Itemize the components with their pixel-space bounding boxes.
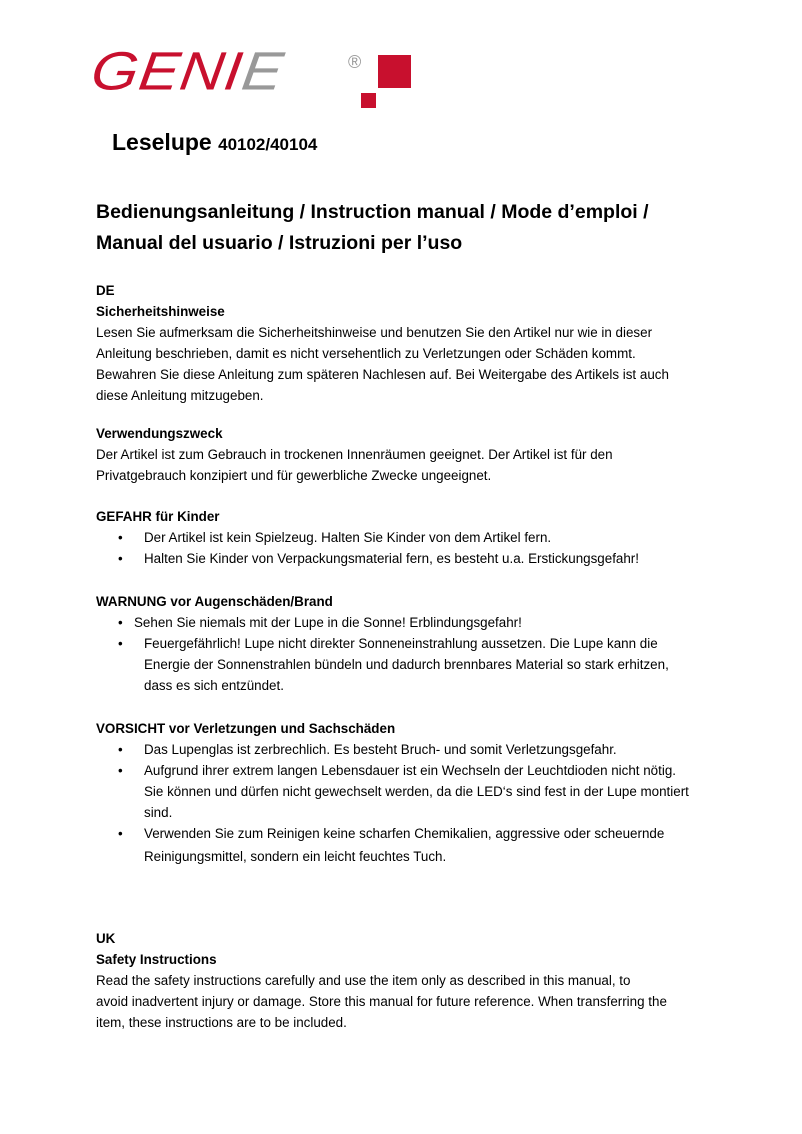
section-heading: WARNUNG vor Augenschäden/Brand	[96, 594, 333, 609]
list-item	[96, 527, 736, 548]
text-line: item, these instructions are to be included.	[96, 1015, 347, 1030]
section-heading: Verwendungszweck	[96, 426, 223, 441]
product-title	[112, 128, 317, 159]
text-line: Sehen Sie niemals mit der Lupe in die Sonne! Erblindungsgefahr!	[134, 615, 522, 630]
list-item	[96, 739, 736, 760]
de-purpose-section	[96, 423, 736, 486]
text-line: Verwenden Sie zum Reinigen keine scharfen Chemikalien, aggressive oder scheuernde	[144, 826, 665, 841]
text-line: Der Artikel ist zum Gebrauch in trockenen Innenräumen geeignet. Der Artikel ist für den	[96, 447, 613, 462]
bullet-icon: •	[118, 636, 123, 651]
text-line: Aufgrund ihrer extrem langen Lebensdauer ist ein Wechseln der Leuchtdioden nicht nötig.	[144, 763, 676, 778]
text-line: Feuergefährlich! Lupe nicht direkter Sonneneinstrahlung aussetzen. Die Lupe kann die	[144, 636, 658, 651]
bullet-icon: •	[118, 530, 123, 545]
section-heading: VORSICHT vor Verletzungen und Sachschäden	[96, 721, 396, 736]
section-heading: Safety Instructions	[96, 952, 217, 967]
language-heading: DE	[96, 283, 115, 298]
text-line: Sie können und dürfen nicht gewechselt werden, da die LED‘s sind fest in der Lupe montiert	[144, 784, 689, 799]
genie-logo	[87, 41, 416, 116]
de-warning-section	[96, 591, 736, 696]
list-item	[96, 760, 736, 823]
text-line: sind.	[144, 805, 173, 820]
language-heading: UK	[96, 931, 116, 946]
text-line: Halten Sie Kinder von Verpackungsmaterial fern, es besteht u.a. Erstickungsgefahr!	[144, 551, 639, 566]
bullet-icon: •	[118, 615, 123, 630]
logo-square-large	[378, 55, 411, 88]
section-heading: Sicherheitshinweise	[96, 304, 225, 319]
list-item	[96, 633, 736, 696]
section-heading: GEFAHR für Kinder	[96, 509, 220, 524]
text-line: Der Artikel ist kein Spielzeug. Halten Sie Kinder von dem Artikel fern.	[144, 530, 552, 545]
text-line: Lesen Sie aufmerksam die Sicherheitshinweise und benutzen Sie den Artikel nur wie in dieser	[96, 325, 653, 340]
text-line: Reinigungsmittel, sondern ein leicht feuchtes Tuch.	[144, 849, 447, 864]
document-title	[96, 197, 649, 259]
title-line: Bedienungsanleitung / Instruction manual / Mode d’emploi /	[96, 201, 649, 223]
de-safety-section	[96, 280, 736, 406]
text-line: diese Anleitung mitzugeben.	[96, 388, 264, 403]
text-line: Bewahren Sie diese Anleitung zum späteren Nachlesen auf. Bei Weitergabe des Artikels ist auch	[96, 367, 669, 382]
list-item	[96, 548, 736, 569]
uk-safety-section	[96, 928, 736, 1033]
list-item	[96, 612, 736, 633]
text-line: dass es sich entzündet.	[144, 678, 284, 693]
list-item	[96, 823, 736, 867]
logo-square-small	[361, 93, 376, 108]
product-code: 40102/40104	[218, 135, 318, 154]
bullet-icon: •	[118, 551, 123, 566]
text-line: Das Lupenglas ist zerbrechlich. Es besteht Bruch- und somit Verletzungsgefahr.	[144, 742, 617, 757]
bullet-icon: •	[118, 763, 123, 778]
logo-wordmark: GENIE	[87, 41, 288, 102]
text-line: avoid inadvertent injury or damage. Store this manual for future reference. When transferring the	[96, 994, 667, 1009]
de-danger-section	[96, 506, 736, 569]
text-line: Read the safety instructions carefully and use the item only as described in this manual, to	[96, 973, 631, 988]
bullet-icon: •	[118, 826, 123, 841]
registered-mark: ®	[348, 52, 362, 72]
text-line: Privatgebrauch konzipiert und für gewerbliche Zwecke ungeeignet.	[96, 468, 492, 483]
title-line: Manual del usuario / Istruzioni per l’uso	[96, 232, 463, 254]
de-caution-section	[96, 718, 736, 867]
text-line: Anleitung beschrieben, damit es nicht versehentlich zu Verletzungen oder Schäden kommt.	[96, 346, 636, 361]
product-name: Leselupe	[112, 129, 212, 155]
text-line: Energie der Sonnenstrahlen bündeln und dadurch brennbares Material so stark erhitzen,	[144, 657, 669, 672]
bullet-icon: •	[118, 742, 123, 757]
